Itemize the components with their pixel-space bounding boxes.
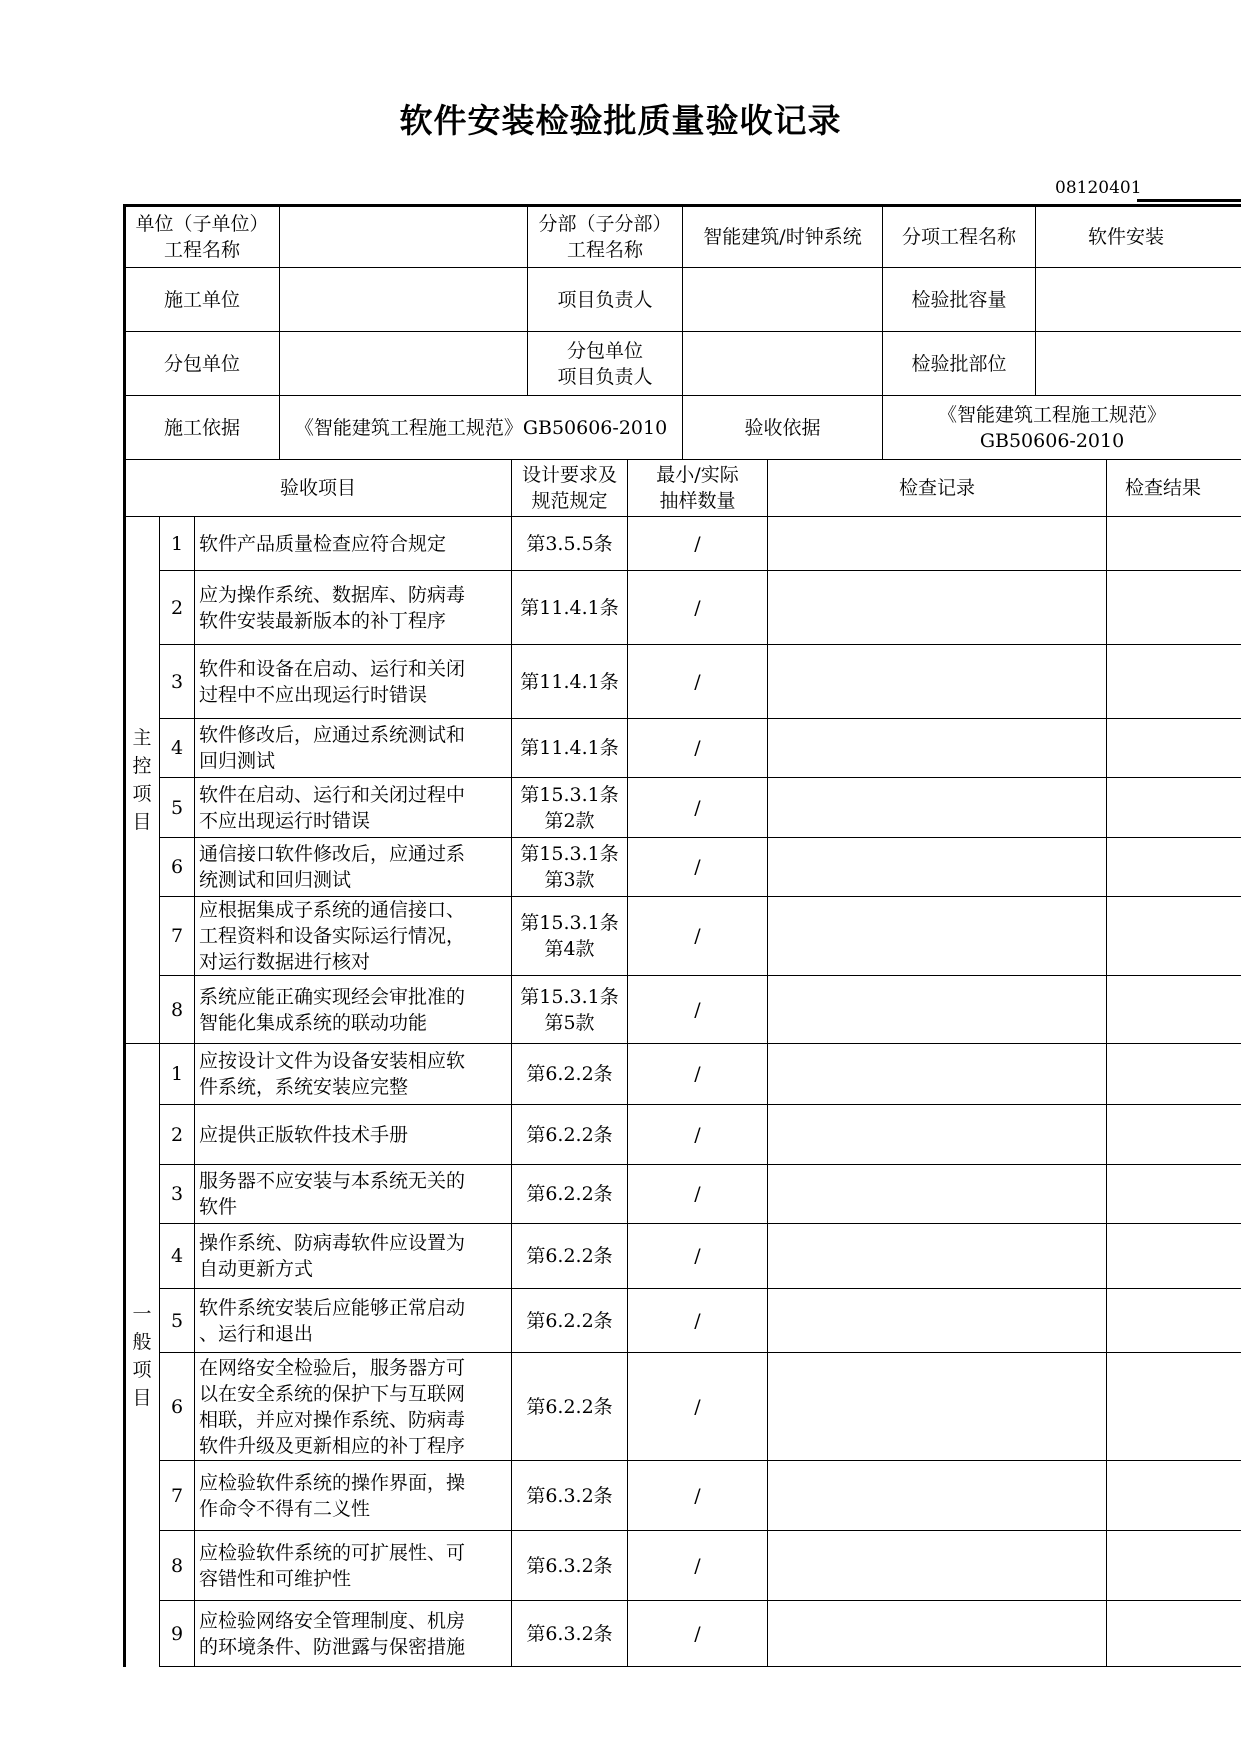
main-row-5-sample: / [628,778,768,838]
main-row-2-sample: / [628,571,768,645]
general-row-6-no: 6 [160,1353,195,1461]
general-row-2-result[interactable] [1107,1105,1241,1165]
main-row-4-result[interactable] [1107,719,1241,778]
general-row-7-record[interactable] [768,1461,1107,1531]
general-row-1-record[interactable] [768,1044,1107,1105]
main-row-2-result[interactable] [1107,571,1241,645]
main-row-5-result[interactable] [1107,778,1241,838]
main-row-2-text: 应为操作系统、数据库、防病毒 软件安装最新版本的补丁程序 [195,571,512,645]
general-row-2-sample: / [628,1105,768,1165]
general-row-3-clause: 第6.2.2条 [512,1165,628,1224]
subcontractor-label: 分包单位 [125,332,280,396]
general-row-3-sample: / [628,1165,768,1224]
general-row-5-sample: / [628,1289,768,1353]
general-row-8-no: 8 [160,1531,195,1601]
general-row-8-sample: / [628,1531,768,1601]
column-header-sample: 最小/实际 抽样数量 [628,460,768,517]
general-row-2-clause: 第6.2.2条 [512,1105,628,1165]
column-header-result: 检查结果 [1107,460,1241,517]
main-row-6-sample: / [628,838,768,897]
main-row-6-clause: 第15.3.1条 第3款 [512,838,628,897]
general-row-7-text: 应检验软件系统的操作界面，操 作命令不得有二义性 [195,1461,512,1531]
main-row-5-text: 软件在启动、运行和关闭过程中 不应出现运行时错误 [195,778,512,838]
subcontractor-pm-label: 分包单位 项目负责人 [528,332,683,396]
main-row-1-clause: 第3.5.5条 [512,517,628,571]
main-row-3-clause: 第11.4.1条 [512,645,628,719]
acceptance-basis-value: 《智能建筑工程施工规范》 GB50606-2010 [883,396,1241,460]
batch-location-label: 检验批部位 [883,332,1036,396]
general-row-9-clause: 第6.3.2条 [512,1601,628,1667]
general-row-2-record[interactable] [768,1105,1107,1165]
main-row-3-sample: / [628,645,768,719]
general-row-5-result[interactable] [1107,1289,1241,1353]
general-row-1-result[interactable] [1107,1044,1241,1105]
column-header-design: 设计要求及 规范规定 [512,460,628,517]
general-row-2-text: 应提供正版软件技术手册 [195,1105,512,1165]
unit-label: 单位（子单位） 工程名称 [125,206,280,268]
contractor-value[interactable] [280,268,528,332]
subcontractor-value[interactable] [280,332,528,396]
general-row-8-result[interactable] [1107,1531,1241,1601]
main-row-7-text: 应根据集成子系统的通信接口、 工程资料和设备实际运行情况， 对运行数据进行核对 [195,897,512,976]
main-row-4-no: 4 [160,719,195,778]
column-header-item: 验收项目 [125,460,512,517]
main-row-5-no: 5 [160,778,195,838]
general-row-1-text: 应按设计文件为设备安装相应软 件系统，系统安装应完整 [195,1044,512,1105]
batch-capacity-label: 检验批容量 [883,268,1036,332]
general-row-7-no: 7 [160,1461,195,1531]
main-row-2-clause: 第11.4.1条 [512,571,628,645]
general-row-9-text: 应检验网络安全管理制度、机房 的环境条件、防泄露与保密措施 [195,1601,512,1667]
main-row-6-no: 6 [160,838,195,897]
general-row-9-result[interactable] [1107,1601,1241,1667]
general-row-9-no: 9 [160,1601,195,1667]
group-general-items: 一 般 项 目 [125,1044,160,1667]
main-row-2-no: 2 [160,571,195,645]
general-row-3-record[interactable] [768,1165,1107,1224]
general-row-1-no: 1 [160,1044,195,1105]
main-row-7-clause: 第15.3.1条 第4款 [512,897,628,976]
general-row-3-result[interactable] [1107,1165,1241,1224]
main-row-4-record[interactable] [768,719,1107,778]
subitem-label: 分项工程名称 [883,206,1036,268]
main-row-4-clause: 第11.4.1条 [512,719,628,778]
unit-value[interactable] [280,206,528,268]
acceptance-basis-label: 验收依据 [683,396,883,460]
main-row-1-sample: / [628,517,768,571]
main-row-2-record[interactable] [768,571,1107,645]
main-row-8-clause: 第15.3.1条 第5款 [512,976,628,1044]
main-row-8-result[interactable] [1107,976,1241,1044]
construction-basis-label: 施工依据 [125,396,280,460]
general-row-5-record[interactable] [768,1289,1107,1353]
construction-basis-value: 《智能建筑工程施工规范》GB50606-2010 [280,396,683,460]
general-row-4-result[interactable] [1107,1224,1241,1289]
general-row-9-sample: / [628,1601,768,1667]
main-row-8-no: 8 [160,976,195,1044]
main-row-6-result[interactable] [1107,838,1241,897]
main-row-7-no: 7 [160,897,195,976]
main-row-5-record[interactable] [768,778,1107,838]
form-code: 08120401 [1055,178,1142,198]
general-row-5-clause: 第6.2.2条 [512,1289,628,1353]
main-row-3-text: 软件和设备在启动、运行和关闭 过程中不应出现运行时错误 [195,645,512,719]
batch-capacity-value[interactable] [1036,268,1241,332]
subcontractor-pm-value[interactable] [683,332,883,396]
subdivision-value[interactable]: 智能建筑/时钟系统 [683,206,883,268]
general-row-4-no: 4 [160,1224,195,1289]
general-row-7-sample: / [628,1461,768,1531]
batch-location-value[interactable] [1036,332,1241,396]
main-row-3-record[interactable] [768,645,1107,719]
main-row-8-record[interactable] [768,976,1107,1044]
main-row-1-result[interactable] [1107,517,1241,571]
main-row-1-text: 软件产品质量检查应符合规定 [195,517,512,571]
main-row-3-result[interactable] [1107,645,1241,719]
general-row-9-record[interactable] [768,1601,1107,1667]
main-row-3-no: 3 [160,645,195,719]
main-row-8-text: 系统应能正确实现经会审批准的 智能化集成系统的联动功能 [195,976,512,1044]
main-row-5-clause: 第15.3.1条 第2款 [512,778,628,838]
project-manager-value[interactable] [683,268,883,332]
general-row-3-text: 服务器不应安装与本系统无关的 软件 [195,1165,512,1224]
general-row-8-record[interactable] [768,1531,1107,1601]
general-row-4-sample: / [628,1224,768,1289]
general-row-6-result[interactable] [1107,1353,1241,1461]
main-row-1-record[interactable] [768,517,1107,571]
subdivision-label: 分部（子分部） 工程名称 [528,206,683,268]
general-row-7-result[interactable] [1107,1461,1241,1531]
general-row-5-no: 5 [160,1289,195,1353]
general-row-4-text: 操作系统、防病毒软件应设置为 自动更新方式 [195,1224,512,1289]
general-row-4-clause: 第6.2.2条 [512,1224,628,1289]
main-row-7-record[interactable] [768,897,1107,976]
table-left-border [123,204,126,1667]
project-manager-label: 项目负责人 [528,268,683,332]
general-row-6-text: 在网络安全检验后，服务器方可 以在安全系统的保护下与互联网 相联，并应对操作系统、防病毒 软件升级及更新相应的补丁程序 [195,1353,512,1461]
general-row-8-text: 应检验软件系统的可扩展性、可 容错性和可维护性 [195,1531,512,1601]
contractor-label: 施工单位 [125,268,280,332]
general-row-1-sample: / [628,1044,768,1105]
general-row-2-no: 2 [160,1105,195,1165]
table-top-border [123,204,1241,207]
main-row-6-record[interactable] [768,838,1107,897]
general-row-6-record[interactable] [768,1353,1107,1461]
subitem-value[interactable]: 软件安装 [1036,206,1241,268]
main-row-1-no: 1 [160,517,195,571]
general-row-1-clause: 第6.2.2条 [512,1044,628,1105]
main-row-6-text: 通信接口软件修改后，应通过系 统测试和回归测试 [195,838,512,897]
main-row-7-sample: / [628,897,768,976]
column-header-record: 检查记录 [768,460,1107,517]
main-row-8-sample: / [628,976,768,1044]
page-title: 软件安装检验批质量验收记录 [399,101,842,140]
main-row-4-text: 软件修改后，应通过系统测试和 回归测试 [195,719,512,778]
group-main-control: 主 控 项 目 [125,517,160,1044]
general-row-5-text: 软件系统安装后应能够正常启动 、运行和退出 [195,1289,512,1353]
general-row-4-record[interactable] [768,1224,1107,1289]
general-row-6-sample: / [628,1353,768,1461]
main-row-7-result[interactable] [1107,897,1241,976]
main-row-4-sample: / [628,719,768,778]
general-row-7-clause: 第6.3.2条 [512,1461,628,1531]
general-row-3-no: 3 [160,1165,195,1224]
general-row-8-clause: 第6.3.2条 [512,1531,628,1601]
general-row-6-clause: 第6.2.2条 [512,1353,628,1461]
